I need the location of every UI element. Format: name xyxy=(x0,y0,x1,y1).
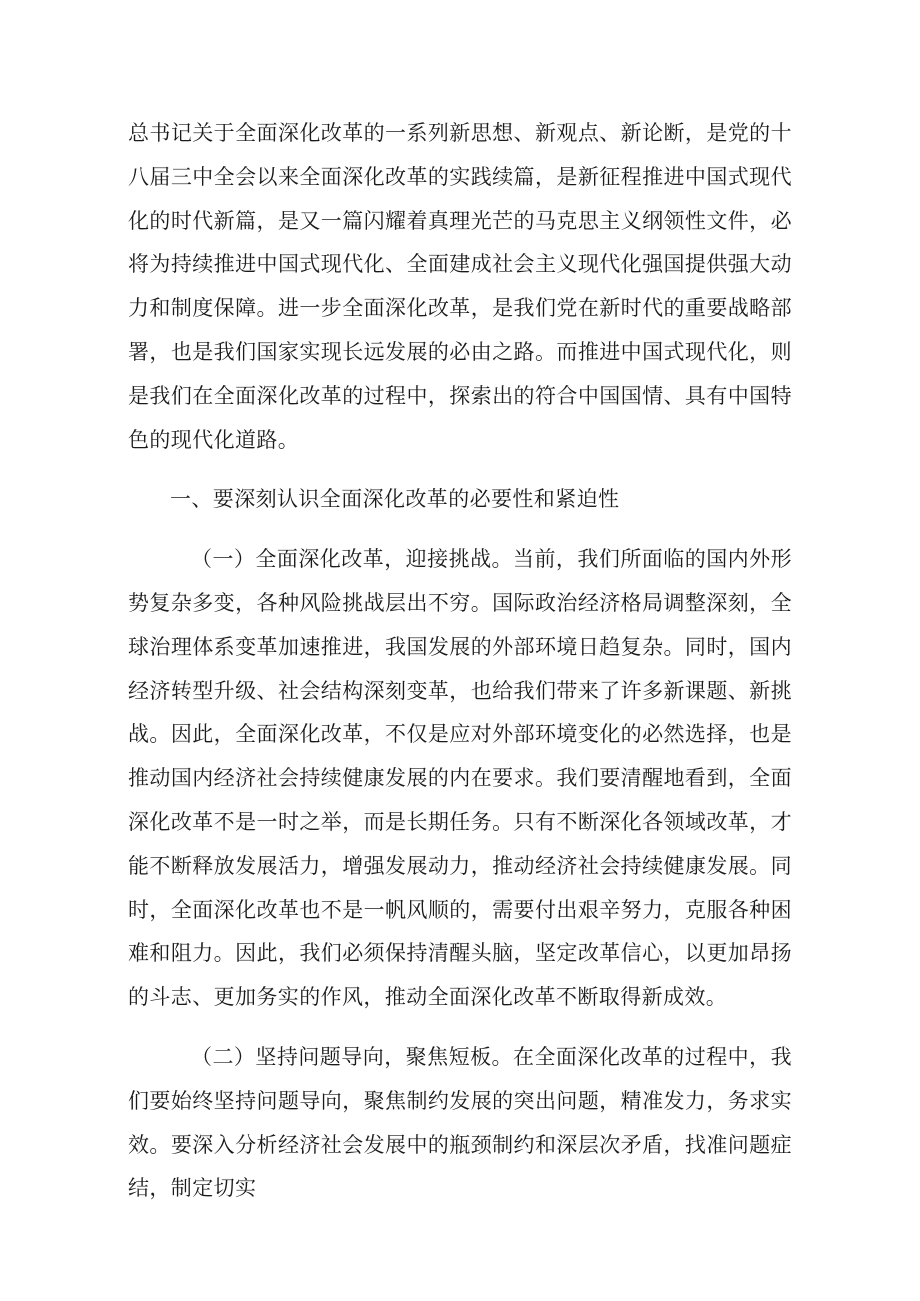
paragraph-section-1: （一）全面深化改革，迎接挑战。当前，我们所面临的国内外形势复杂多变，各种风险挑战层出不穷。国际政治经济格局调整深刻，全球治理体系变革加速推进，我国发展的外部环境日趋复杂。同时，国内经济转型升级、社会结构深刻变革，也给我们带来了许多新课题、新挑战。因此，全面深化改革，不仅是应对外部环境变化的必然选择，也是推动国内经济社会持续健康发展的内在要求。我们要清醒地看到，全面深化改革不是一时之举，而是长期任务。只有不断深化各领域改革，才能不断释放发展活力，增强发展动力，推动经济社会持续健康发展。同时，全面深化改革也不是一帆风顺的，需要付出艰辛努力，克服各种困难和阻力。因此，我们必须保持清醒头脑，坚定改革信心，以更加昂扬的斗志、更加务实的作风，推动全面深化改革不断取得新成效。 xyxy=(128,547,792,1010)
paragraph-section-2: （二）坚持问题导向，聚焦短板。在全面深化改革的过程中，我们要始终坚持问题导向，聚焦制约发展的突出问题，精准发力，务求实效。要深入分析经济社会发展中的瓶颈制约和深层次矛盾，找准问题症结，制定切实 xyxy=(128,1044,792,1201)
document-body xyxy=(128,112,792,1227)
paragraph-intro: 总书记关于全面深化改革的一系列新思想、新观点、新论断，是党的十八届三中全会以来全面深化改革的实践续篇，是新征程推进中国式现代化的时代新篇，是又一篇闪耀着真理光芒的马克思主义纲领性文件，必将为持续推进中国式现代化、全面建成社会主义现代化强国提供强大动力和制度保障。进一步全面深化改革，是我们党在新时代的重要战略部署，也是我们国家实现长远发展的必由之路。而推进中国式现代化，则是我们在全面深化改革的过程中，探索出的符合中国国情、具有中国特色的现代化道路。 xyxy=(128,121,792,452)
section-heading: 一、要深刻认识全面深化改革的必要性和紧迫性 xyxy=(170,487,620,512)
